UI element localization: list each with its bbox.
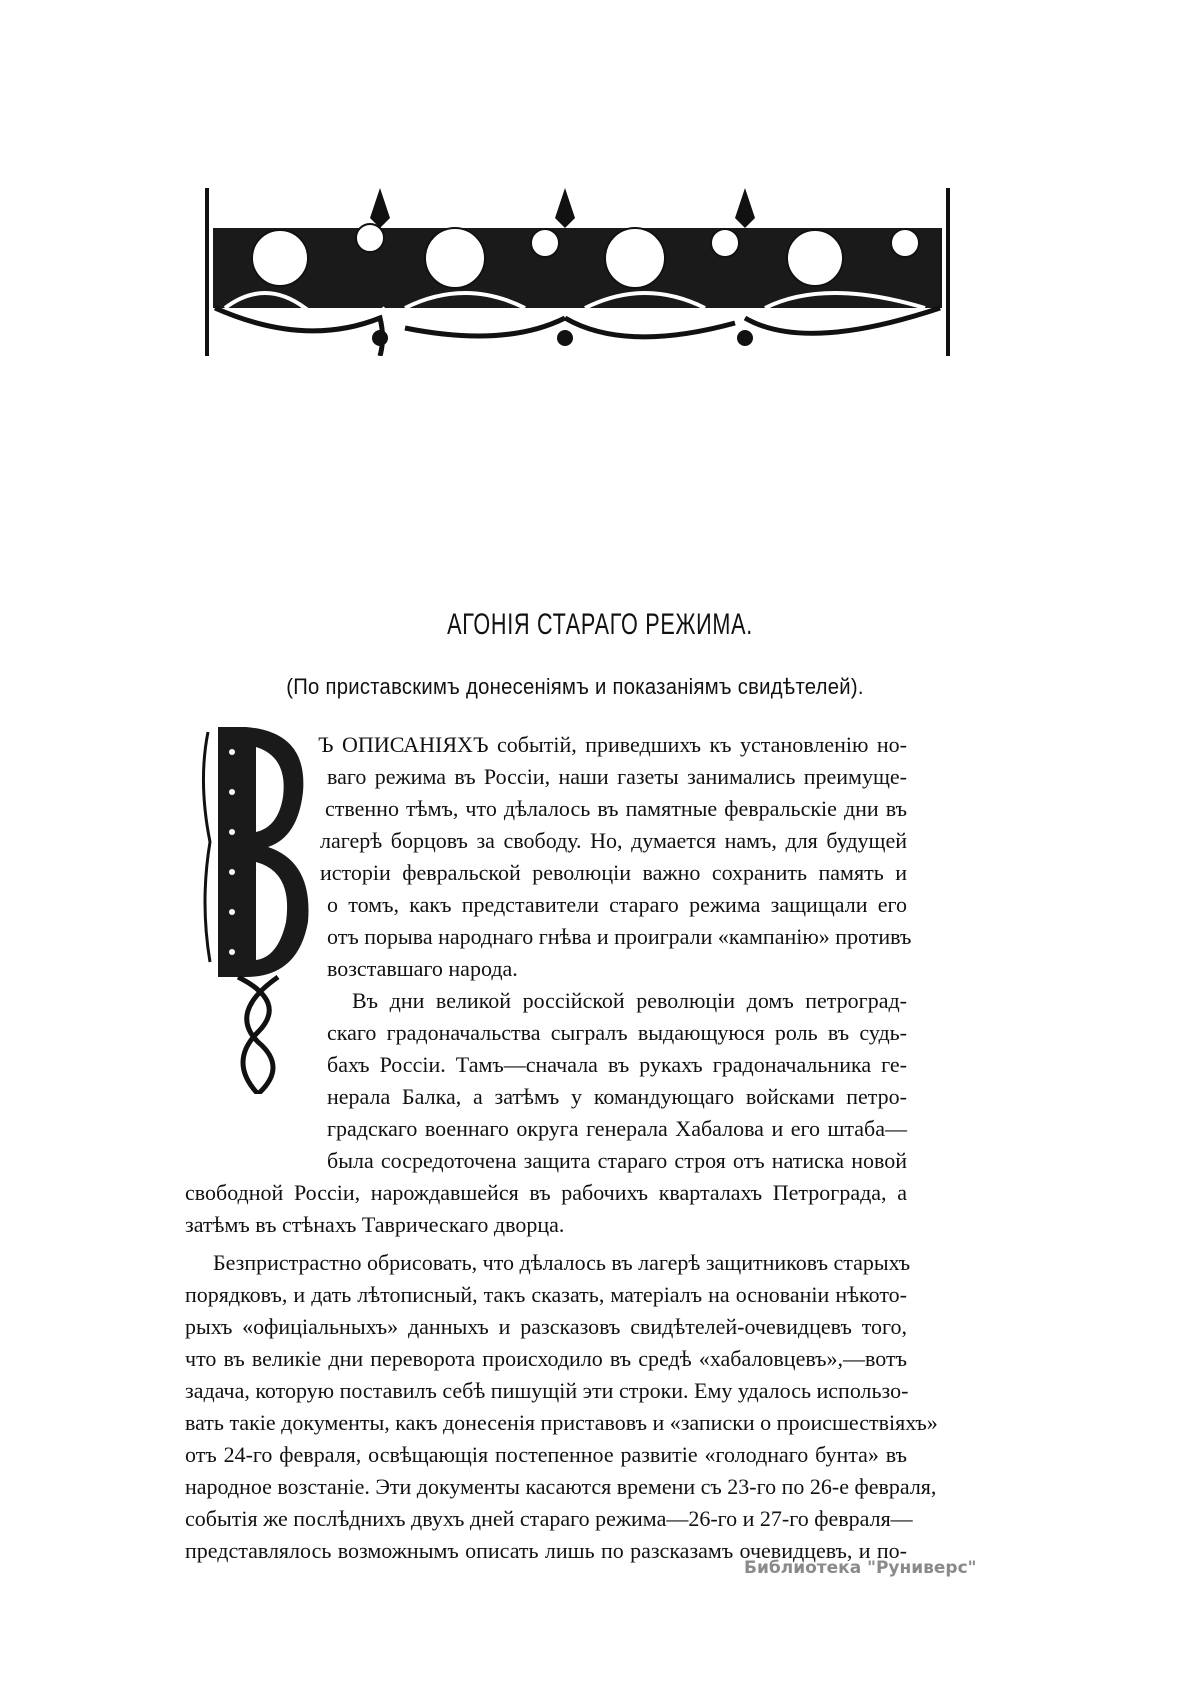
text-line: скаго градоначальства сыгралъ выдающуюся роль въ судь-: [327, 1020, 907, 1045]
page-title: АГОНІЯ СТАРАГО РЕЖИМА.: [447, 608, 753, 641]
text-line: отъ порыва народнаго гнѣва и проиграли «кампанію» противъ: [327, 924, 912, 949]
text-line: исторіи февральской революціи важно сохранить память и: [320, 860, 907, 885]
text-line: Въ дни великой россійской революціи домъ петроград-: [352, 988, 907, 1013]
text-line: народное возстаніе. Эти документы касаются времени съ 23-го по 26-е февраля,: [185, 1474, 937, 1499]
text-line: что въ великіе дни переворота происходило въ средѣ «хабаловцевъ»,—вотъ: [185, 1346, 907, 1371]
text-line: была сосредоточена защита стараго строя отъ натиска новой: [327, 1148, 907, 1173]
text-line: затѣмъ въ стѣнахъ Таврическаго дворца.: [185, 1212, 565, 1237]
text-line: Безпристрастно обрисовать, что дѣлалось въ лагерѣ защитниковъ старыхъ: [213, 1250, 911, 1275]
page-subtitle: (По приставскимъ донесеніямъ и показаніямъ свидѣтелей).: [286, 674, 864, 699]
text-line: вать такіе документы, какъ донесенія приставовъ и «записки о происшествіяхъ»: [185, 1410, 938, 1435]
text-line: событія же послѣднихъ двухъ дней стараго режима—26-го и 27-го февраля—: [185, 1506, 913, 1531]
text-line: задача, которую поставилъ себѣ пишущій эти строки. Ему удалось использо-: [185, 1378, 909, 1403]
text-line: отъ 24-го февраля, освѣщающія постепенное развитіе «голоднаго бунта» въ: [185, 1442, 907, 1467]
text-line: бахъ Россіи. Тамъ—сначала въ рукахъ градоначальника ге-: [327, 1052, 907, 1077]
text-line: свободной Россіи, нарождавшейся въ рабочихъ кварталахъ Петрограда, а: [185, 1180, 907, 1205]
text-line: ственно тѣмъ, что дѣлалось въ памятные февральскіе дни въ: [325, 796, 907, 821]
text-line: Ъ ОПИСАНІЯХЪ событій, приведшихъ къ установленію но-: [318, 732, 907, 757]
ornamental-headpiece: [205, 188, 950, 356]
text-line: градскаго военнаго округа генерала Хабалова и его штаба—: [327, 1116, 907, 1141]
text-line: о томъ, какъ представители стараго режима защищали его: [327, 892, 907, 917]
text-line: представлялось возможнымъ описать лишь по разсказамъ очевидцевъ, и по-: [185, 1538, 907, 1563]
text-line: рыхъ «офиціальныхъ» данныхъ и разсказовъ свидѣтелей-очевидцевъ того,: [185, 1314, 907, 1339]
text-line: возставшаго народа.: [327, 956, 518, 981]
library-watermark: Библиотека "Руниверс": [744, 1558, 977, 1578]
drop-cap-initial: [198, 722, 316, 1094]
text-line: лагерѣ борцовъ за свободу. Но, думается намъ, для будущей: [320, 828, 907, 853]
text-line: нерала Балка, а затѣмъ у командующаго войсками петро-: [327, 1084, 907, 1109]
text-line: ваго режима въ Россіи, наши газеты занимались преимуще-: [327, 764, 907, 789]
text-line: порядковъ, и дать лѣтописный, такъ сказать, матеріалъ на основаніи нѣкото-: [185, 1282, 907, 1307]
